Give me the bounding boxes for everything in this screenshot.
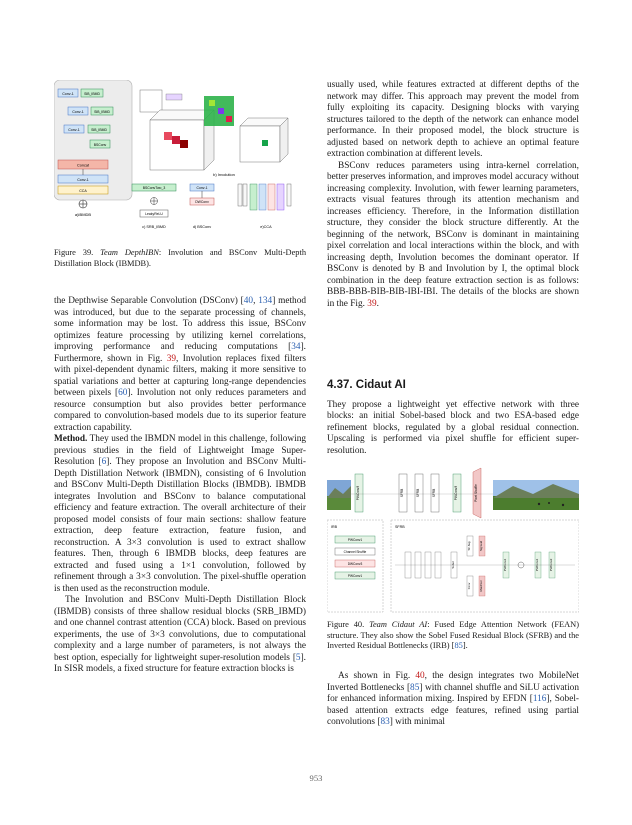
paragraph: Method. They used the IBMDN model in this challenge, following previous studies in the field of Lightweight Image Super-Resolution [6]. They propose an Involution and BSConv Multi-Depth Distillation Network (IBMDN), consisting of 6 Involution and BSConv Multi-Depth Distillation Blocks (IBMDB). IBMDB integrates Involution and BSConv to balance computational efficiency and feature extraction. The overall architecture of their proposed model consists of four main sections: shallow feature extraction, deep feature extraction, feature fusion, and reconstruction. A 3×3 convolution is used to extract shallow features. Then, through 6 IBMDB blocks, deep features are extracted and fused using a 1×1 convolution, followed by refinement through a 3×3 convolution. The pixel-shuffle operation is then used as the reconstruction module. bbox=[54, 434, 306, 594]
caption-team: Team DepthIBN bbox=[100, 248, 159, 257]
paragraph: BSConv reduces parameters using intra-kernel correlation, better preserves information, and improves model accuracy without increasing complexity. Involution, with fewer learning parameters, extracts visual features through its attention mechanism and increases efficiency. Therefore, in the Information distillation structure, they consider the block structure differently. At the beginning of the network, BSConv is dominant in maintaining pixel correlation and local interactions within the block, and with increasing depth, Involution becomes the dominant operator. If BSConv is denoted by B and Involution by I, the optimal block combination in the deep feature extraction section is as follows: BBB-BBB-BIB-BIB-IBI-IBI. The details of the blocks are shown in the Fig. 39. bbox=[327, 160, 579, 309]
paragraph: As shown in Fig. 40, the design integrates two MobileNet Inverted Bottlenecks [85] with channel shuffle and SiLU activation for enhanced information mixing. Inspired by EFDN [116], Sobel-based attention extracts edge features, refined using partial convolutions [83] with minimal bbox=[327, 671, 579, 727]
bsconv-label: BSConv bbox=[93, 143, 107, 147]
sublabel-c: c) SRB_IBMD bbox=[142, 225, 166, 229]
pixel-shuffle-label: Pixel Shuffle bbox=[474, 484, 478, 502]
paragraph: The Involution and BSConv Multi-Depth Distillation Block (IBMDB) consists of three shallow residual blocks (SRB_IBMD) and one channel contrast attention (CCA) block. Based on previous experiments, the use of 3×3 convolutions, due to computational complexity and a large number of parameters, is not always the best option, especially for lightweight super-resolution models [5]. In SISR models, a fixed structure for feature extraction blocks is bbox=[54, 595, 306, 674]
sfrb-label-2: SFRB bbox=[416, 488, 420, 498]
caption-text: : Fused Edge Attention Network (FEAN) structure. They also show the Sobel Fused Residual Block (SFRB) and the Inverted Residual Bottlenecks (IRB) [ bbox=[327, 620, 580, 651]
stride-label: Str Avg bbox=[467, 541, 471, 551]
citation-link[interactable]: 134 bbox=[258, 296, 273, 306]
pwconv1-label-2: PWConv1 bbox=[347, 574, 363, 578]
leakyrelu-label: LeakyReLU bbox=[145, 212, 163, 217]
output-photo bbox=[493, 480, 579, 510]
citation-link[interactable]: 6 bbox=[101, 457, 107, 467]
conv1-label-5: Conv-1 bbox=[196, 186, 208, 191]
input-photo bbox=[327, 480, 351, 510]
citation-link[interactable]: 34 bbox=[291, 342, 301, 352]
figure-39-caption bbox=[54, 248, 306, 269]
pwconv3-label-2: PWConv3 bbox=[454, 485, 458, 501]
sublabel-a: a)IBMDB bbox=[74, 212, 92, 217]
caption-prefix: Figure 39. bbox=[54, 248, 94, 257]
caption-team: Team Cidaut AI bbox=[369, 620, 428, 629]
sib-ibmd-label-2: SIB_IBMD bbox=[94, 110, 110, 114]
citation-link[interactable]: 85 bbox=[454, 641, 463, 651]
dwconv3-label: DWConv3 bbox=[347, 562, 363, 566]
caption-text: : Involution and BSConv Multi-Depth Distillation Block (IBMDB). bbox=[54, 248, 307, 268]
sfrb-label-3: SFRB bbox=[432, 488, 436, 498]
figure-40-caption: Figure 40. Team Cidaut AI: Fused Edge Attention Network (FEAN) structure. They also show the Sobel Fused Residual Block (SFRB) and the Inverted Residual Bottlenecks (IRB) [85]. bbox=[327, 620, 580, 651]
dwconv-label: DWConv bbox=[195, 200, 209, 205]
irb-label: IRB bbox=[331, 525, 337, 529]
sfrb-panel-label: SFRB bbox=[395, 525, 405, 529]
left-column bbox=[54, 296, 306, 676]
sublabel-b: b) Involution bbox=[213, 172, 235, 177]
conv-label: Conv bbox=[467, 582, 471, 590]
bsconvtwo-label: BSConvTwo_3 bbox=[142, 186, 166, 191]
concat-label: Concat bbox=[76, 163, 90, 168]
pwconv1-label-4: PWConv1 bbox=[535, 558, 539, 572]
citation-link[interactable]: 83 bbox=[380, 717, 390, 727]
sfrb-label-1: SFRB bbox=[400, 488, 404, 498]
figure-link[interactable]: 40 bbox=[415, 671, 425, 681]
sublabel-e: e)CCA bbox=[260, 225, 272, 229]
sigmoid-label: Sigmoid bbox=[479, 540, 483, 552]
caption-prefix: Figure 40. bbox=[327, 620, 365, 629]
conv1-label-4: Conv-1 bbox=[77, 178, 89, 182]
pwconv3-label-3: PWConv3 bbox=[549, 558, 553, 572]
conv1-label-2: Conv-1 bbox=[72, 110, 84, 114]
involution-cube bbox=[150, 96, 288, 170]
sobel-label: Sobel bbox=[451, 561, 455, 569]
pwconv1-label-3: PWConv1 bbox=[503, 558, 507, 572]
sib-ibmd-label: SIB_IBMD bbox=[84, 92, 100, 96]
page-number: 953 bbox=[309, 773, 323, 783]
citation-link[interactable]: 116 bbox=[532, 694, 547, 704]
figure-40 bbox=[327, 466, 579, 614]
pwconv3-label: PWConv3 bbox=[356, 485, 360, 501]
paragraph: They propose a lightweight yet effective network with three blocks: an initial Sobel-based block and two ESA-based edge refinement blocks, regulated by a global residual connection. Upscaling is performed via pixel shuffle for efficient super-resolution. bbox=[327, 399, 579, 456]
figure-link[interactable]: 39 bbox=[166, 353, 177, 364]
cca-label: CCA bbox=[79, 189, 87, 193]
sublabel-d: d) BSConv bbox=[192, 225, 212, 229]
conv1-label: Conv-1 bbox=[62, 92, 74, 96]
paragraph: usually used, while features extracted at different depths of the network may differ. This approach may prevent the model from fully exploiting its capacity. Designing blocks with varying structures tailored to the depth of the network can enhance model performance. In their proposed model, the block structure is adjusted based on network depth to achieve an optimal feature extraction combination at different levels. bbox=[327, 80, 579, 159]
right-column-mid bbox=[327, 366, 579, 457]
figure-39 bbox=[54, 80, 306, 248]
method-heading: Method. bbox=[54, 434, 88, 444]
channel-shuffle-label: Channel Shuffle bbox=[343, 550, 367, 554]
paragraph: the Depthwise Separable Convolution (DSConv) [40, 134] method was introduced, but due to the separate processing of channels, some information may be lost. To address this issue, BSConv optimizes feature processing by utilizing kernel correlations, improving performance and reducing computations [34]. Furthermore, shown in Fig. 39, Involution replaces fixed filters with pixel-dependent dynamic filters, making it more sensitive to spatial variations and better at capturing long-range dependencies between pixels [60]. Involution not only reduces parameters and resource consumption but also provides better performance compared to convolution-based models due to its superior feature extraction capability. bbox=[54, 296, 307, 433]
citation-link[interactable]: 60 bbox=[118, 388, 128, 398]
sib-ibmd-label-3: SIB_IBMD bbox=[91, 128, 107, 132]
figure-link[interactable]: 39 bbox=[367, 298, 377, 309]
conv1-label-3: Conv-1 bbox=[68, 128, 80, 132]
right-column-bottom bbox=[327, 671, 579, 729]
citation-link[interactable]: 40 bbox=[243, 296, 254, 306]
pwconv1-label: PWConv1 bbox=[347, 538, 363, 542]
citation-link[interactable]: 85 bbox=[410, 682, 420, 693]
right-column-top bbox=[327, 80, 579, 310]
section-title: 4.37. Cidaut AI bbox=[327, 379, 406, 391]
maxpool-label: MaxPool bbox=[479, 580, 483, 592]
cca-diagram bbox=[238, 184, 291, 210]
citation-link[interactable]: 5 bbox=[295, 652, 301, 663]
